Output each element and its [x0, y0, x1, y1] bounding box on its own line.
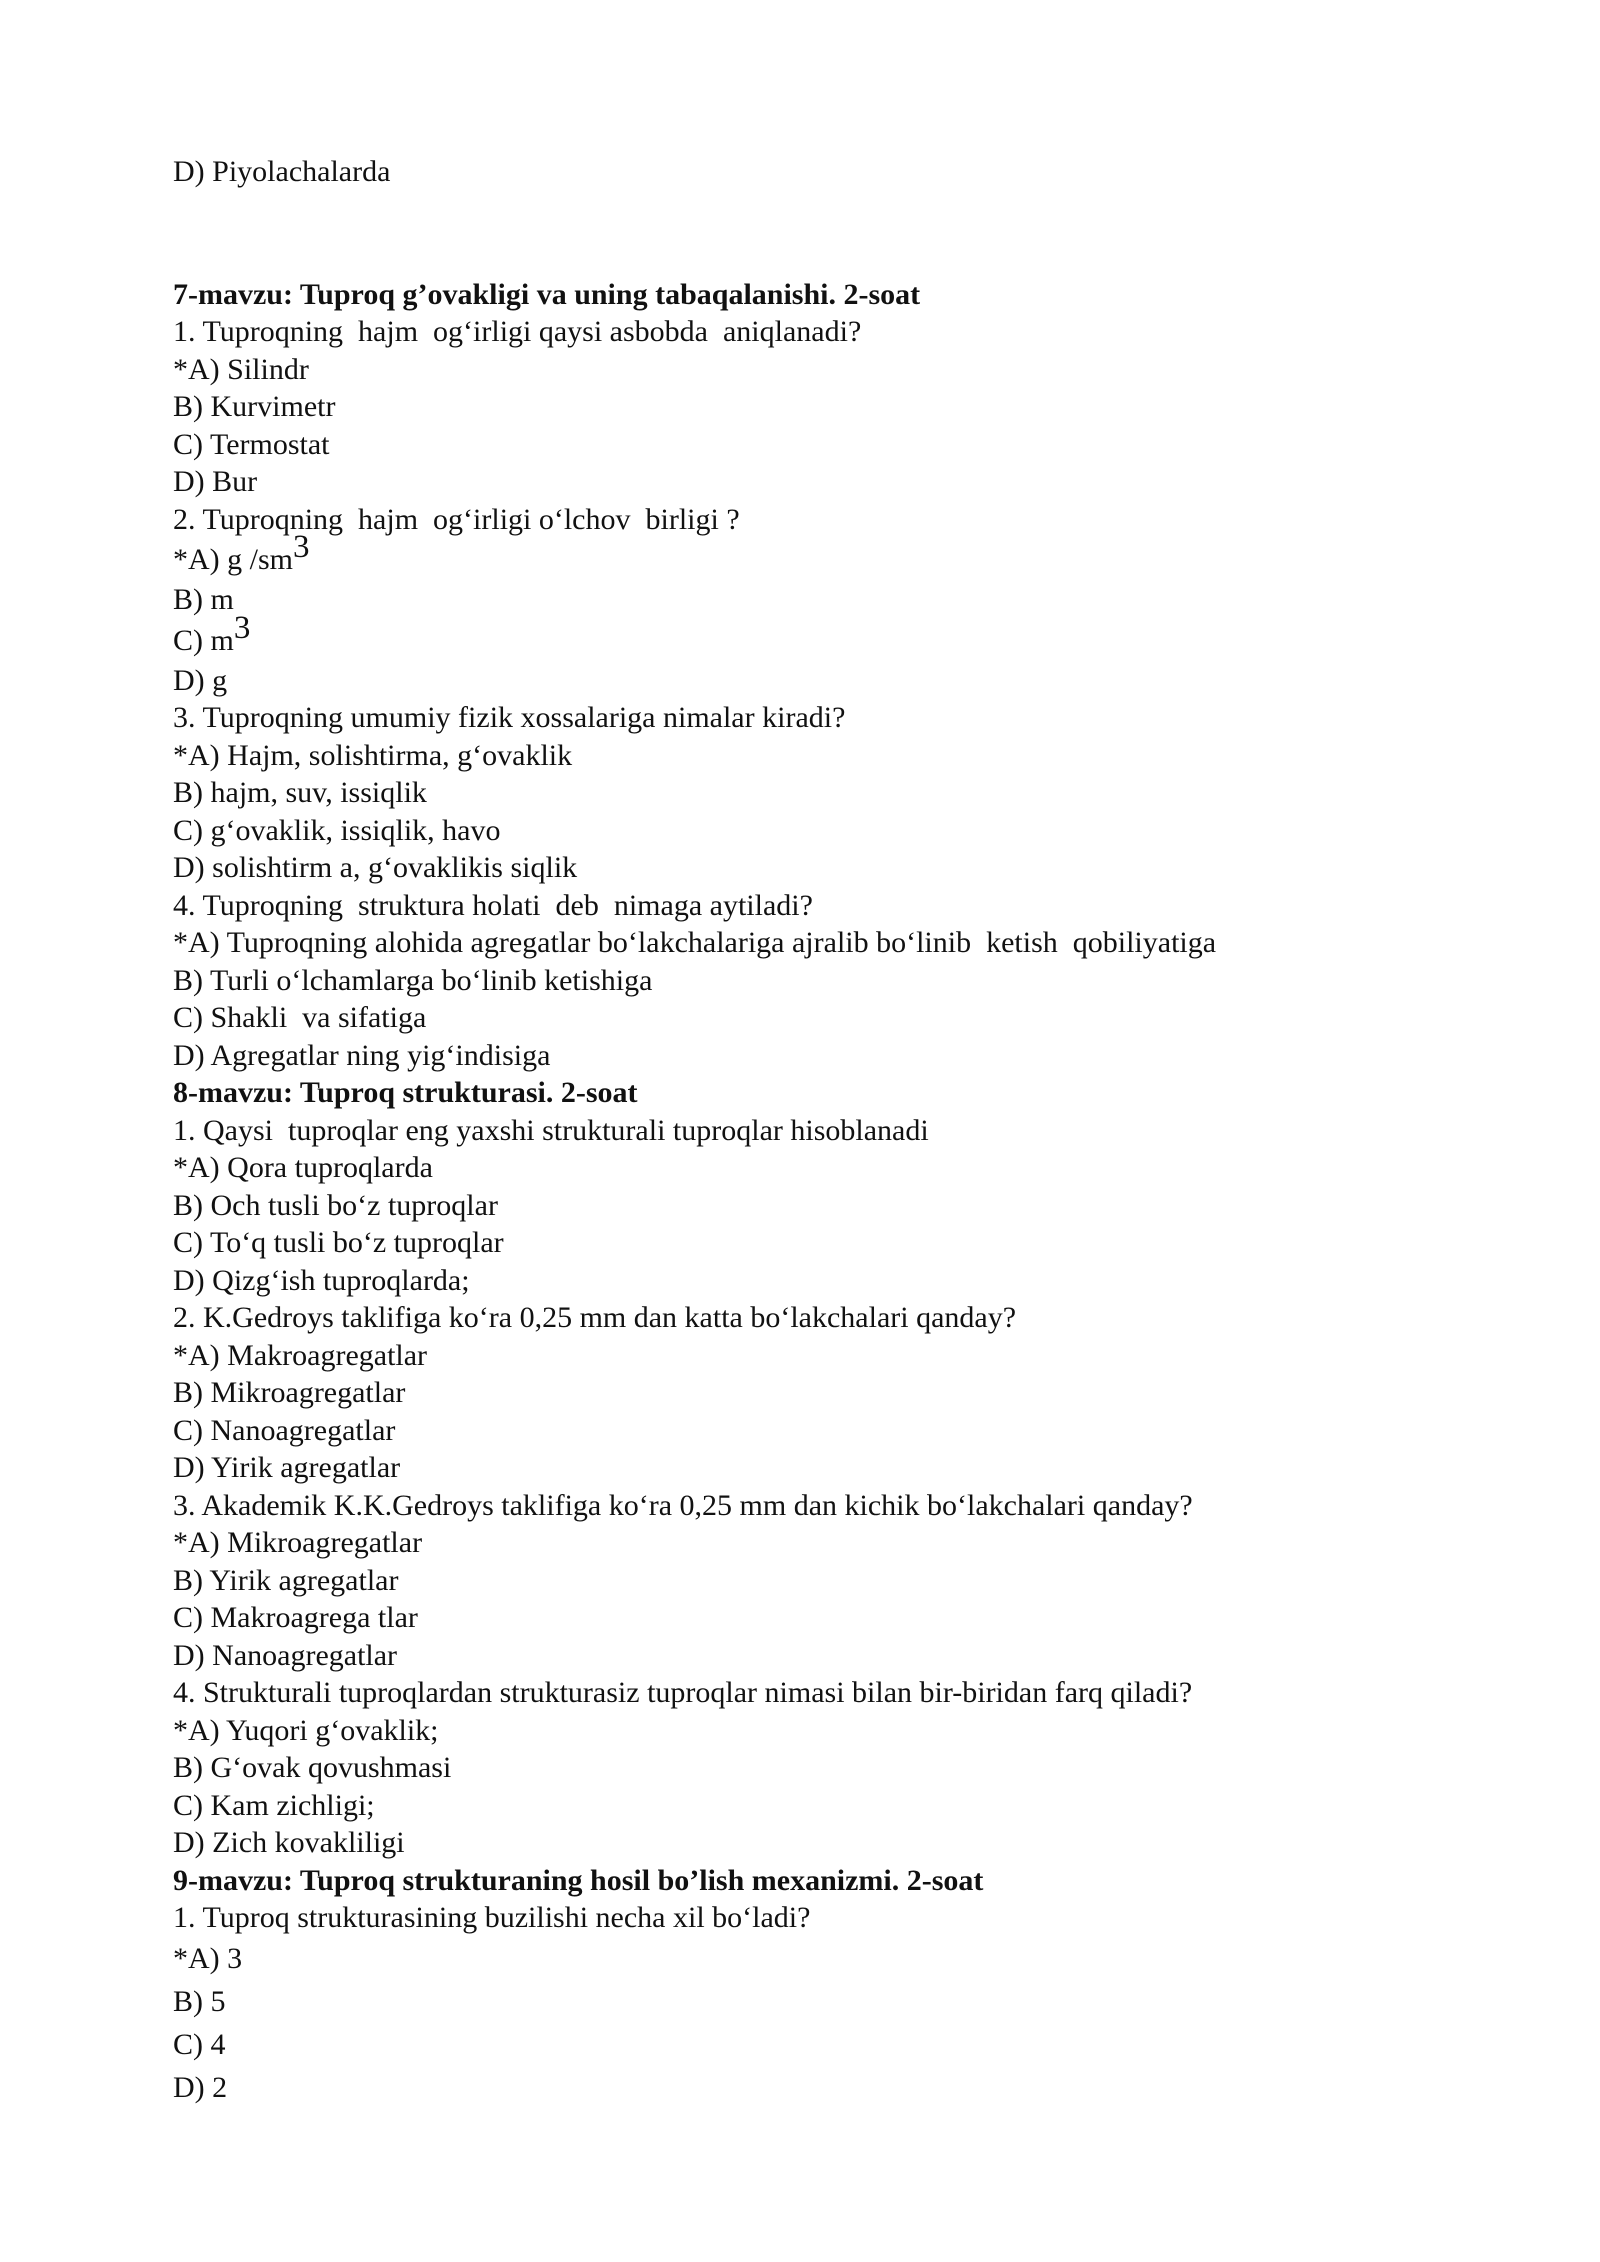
- answer-line: D) Qizg‘ish tuproqlarda;: [173, 1263, 470, 1297]
- answer-line: D) Agregatlar ning yig‘indisiga: [173, 1038, 551, 1072]
- question-line: 3. Akademik K.K.Gedroys taklifiga ko‘ra 0,25 mm dan kichik bo‘lakchalari qanday?: [173, 1488, 1193, 1522]
- answer-line: *A) Tuproqning alohida agregatlar bo‘lakchalariga ajralib bo‘linib ketish qobiliyatiga: [173, 926, 1217, 959]
- superscript: 3: [293, 529, 310, 565]
- answer-line: C) Nanoagregatlar: [173, 1413, 396, 1447]
- question-line: 4. Tuproqning struktura holati deb nimaga aytiladi?: [173, 888, 813, 922]
- answer-line: C) g‘ovaklik, issiqlik, havo: [173, 813, 501, 847]
- answer-line: C) To‘q tusli bo‘z tuproqlar: [173, 1226, 504, 1259]
- answer-line: *A) Silindr: [173, 352, 309, 386]
- answer-line: B) Turli o‘lchamlarga bo‘linib ketishiga: [173, 963, 653, 997]
- answer-line: D) Zich kovakliligi: [173, 1826, 405, 1859]
- answer-line: D) Piyolachalarda: [173, 155, 391, 188]
- document-content: [173, 153, 1513, 2109]
- answer-line: C) Shakli va sifatiga: [173, 1001, 427, 1034]
- answer-line: *A) 3: [173, 1941, 243, 1975]
- spacer: [173, 191, 1513, 276]
- answer-line: *A) Mikroagregatlar: [173, 1526, 423, 1559]
- answer-line: C) Termostat: [173, 427, 330, 461]
- answer-line: B) Mikroagregatlar: [173, 1376, 406, 1409]
- answer-line: B) G‘ovak qovushmasi: [173, 1751, 452, 1784]
- answer-line: D) solishtirm a, g‘ovaklikis siqlik: [173, 851, 578, 884]
- section-heading-9: 9-mavzu: Tuproq strukturaning hosil bo’lish mexanizmi. 2-soat: [173, 1863, 984, 1897]
- question-line: 1. Tuproqning hajm og‘irligi qaysi asbobda aniqlanadi?: [173, 315, 862, 348]
- answer-line: B) Och tusli bo‘z tuproqlar: [173, 1188, 498, 1222]
- superscript: 3: [233, 609, 251, 646]
- answer-line: D) Yirik agregatlar: [173, 1451, 401, 1484]
- answer-line: B) Kurvimetr: [173, 390, 336, 423]
- answer-line: D) Nanoagregatlar: [173, 1638, 398, 1672]
- answer-line: C) 4: [173, 2027, 226, 2061]
- question-line: 2. K.Gedroys taklifiga ko‘ra 0,25 mm dan katta bo‘lakchalari qanday?: [173, 1301, 1017, 1334]
- question-line: 1. Qaysi tuproqlar eng yaxshi strukturali tuproqlar hisoblanadi: [173, 1113, 929, 1147]
- answer-line: [173, 529, 1513, 581]
- answer-line: C) Makroagrega tlar: [173, 1601, 418, 1634]
- answer-text: C) m: [173, 623, 234, 657]
- answer-line: *A) Qora tuproqlarda: [173, 1151, 433, 1184]
- answer-line: B) hajm, suv, issiqlik: [173, 776, 427, 809]
- answer-line: [173, 609, 1513, 662]
- answer-text: *A) g /sm: [173, 543, 293, 576]
- answer-line: D) g: [173, 663, 228, 697]
- answer-line: *A) Hajm, solishtirma, g‘ovaklik: [173, 738, 573, 772]
- answer-line: *A) Makroagregatlar: [173, 1338, 428, 1372]
- answer-line: D) Bur: [173, 465, 258, 498]
- answer-line: B) m: [173, 583, 234, 616]
- answer-line: C) Kam zichligi;: [173, 1788, 375, 1822]
- question-line: 4. Strukturali tuproqlardan strukturasiz tuproqlar nimasi bilan bir-biridan farq qiladi?: [173, 1676, 1193, 1709]
- question-line: 1. Tuproq strukturasining buzilishi necha xil bo‘ladi?: [173, 1901, 811, 1934]
- answer-line: B) Yirik agregatlar: [173, 1563, 399, 1597]
- section-heading-7: 7-mavzu: Tuproq g’ovakligi va uning tabaqalanishi. 2-soat: [173, 277, 921, 311]
- answer-line: *A) Yuqori g‘ovaklik;: [173, 1713, 439, 1747]
- question-line: 3. Tuproqning umumiy fizik xossalariga nimalar kiradi?: [173, 701, 846, 734]
- answer-line: D) 2: [173, 2070, 228, 2104]
- section-heading-8: 8-mavzu: Tuproq strukturasi. 2-soat: [173, 1076, 638, 1109]
- question-line: 2. Tuproqning hajm og‘irligi o‘lchov birligi ?: [173, 502, 740, 536]
- answer-line: B) 5: [173, 1984, 226, 2018]
